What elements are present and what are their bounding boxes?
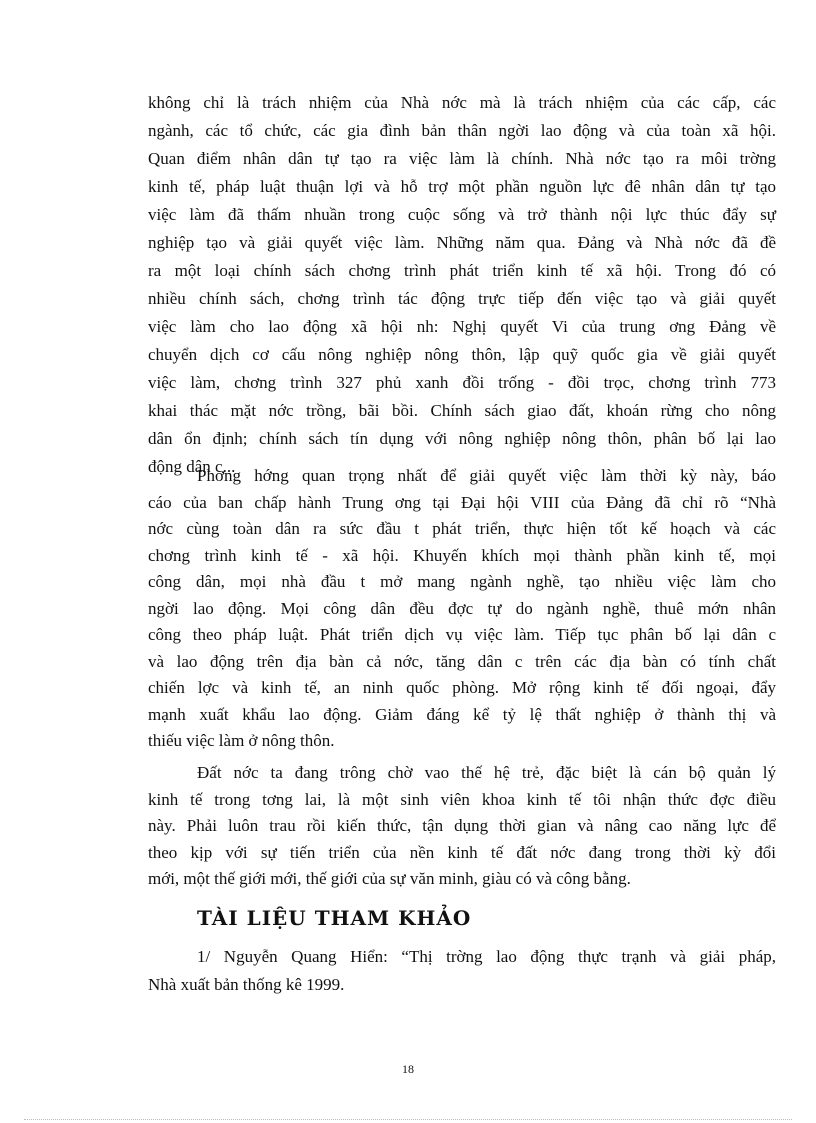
- text-line: việc làm đã thấm nhuần trong cuộc sống và trở thành nội lực thúc đẩy sự: [148, 205, 776, 224]
- text-line: dân ổn định; chính sách tín dụng với nông nghiệp nông thôn, phân bố lại lao: [148, 429, 776, 448]
- text-line: mới, một thế giới mới, thế giới của sự văn minh, giàu có và công bằng.: [148, 869, 631, 888]
- page-number: 18: [402, 1062, 414, 1076]
- text-line: khai thác mặt nớc trồng, bãi bồi. Chính sách giao đất, khoán rừng cho nông: [148, 401, 776, 420]
- text-line: kinh tế, pháp luật thuận lợi và hỗ trợ một phần nguồn lực đê nhân dân tự tạo: [148, 177, 776, 196]
- text-line: thiếu việc làm ở nông thôn.: [148, 731, 335, 750]
- text-line: nhiều chính sách, chơng trình tác động trực tiếp đến việc tạo và giải quyết: [148, 289, 776, 308]
- text-line: nớc cùng toàn dân ra sức đầu t phát triển, thực hiện tốt kế hoạch và các: [148, 519, 776, 538]
- text-line: chiến lợc và kinh tế, an ninh quốc phòng. Mở rộng kinh tế đối ngoại, đẩy: [148, 678, 776, 697]
- text-line: công dân, mọi nhà đầu t mở mang ngành nghề, tạo nhiều việc làm cho: [148, 572, 776, 591]
- text-line: chuyển dịch cơ cấu nông nghiệp nông thôn, lập quỹ quốc gia về giải quyết: [148, 345, 776, 364]
- text-line: không chỉ là trách nhiệm của Nhà nớc mà là trách nhiệm của các cấp, các: [148, 93, 776, 112]
- text-line: ngời lao động. Mọi công dân đều đợc tự do ngành nghề, thuê mớn nhân: [148, 598, 776, 618]
- text-line: nghiệp tạo và giải quyết việc làm. Những năm qua. Đảng và Nhà nớc đã đề: [148, 233, 776, 252]
- text-line: ra một loại chính sách chơng trình phát triển kinh tế xã hội. Trong đó có: [148, 261, 776, 280]
- text-line: động dân c...: [148, 457, 236, 476]
- text-line: và lao động trên địa bàn cả nớc, tăng dân c trên các địa bàn có tính chất: [148, 651, 776, 671]
- text-line: việc làm, chơng trình 327 phủ xanh đồi trống - đồi trọc, chơng trình 773: [148, 373, 776, 392]
- reference-item: [148, 943, 776, 999]
- text-line: công theo pháp luật. Phát triển dịch vụ việc làm. Tiếp tục phân bố lại dân c: [148, 625, 776, 644]
- text-line: kinh tế trong tơng lai, là một sinh viên khoa kinh tế tôi nhận thức đợc điều: [148, 789, 776, 809]
- paragraph-2: [148, 463, 776, 755]
- text-line: việc làm cho lao động xã hội nh: Nghị quyết Vi của trung ơng Đảng về: [148, 317, 776, 336]
- text-line: ngành, các tổ chức, các gia đình bản thân ngời lao động và của toàn xã hội.: [148, 121, 776, 140]
- text-line: theo kịp với sự tiến triển của nền kinh tế đất nớc đang trong thời kỳ đổi: [148, 842, 776, 862]
- text-line: Phơng hớng quan trọng nhất để giải quyết việc làm thời kỳ này, báo: [197, 466, 776, 485]
- page-bottom-divider: [24, 1119, 792, 1120]
- text-line: cáo của ban chấp hành Trung ơng tại Đại hội VIII của Đảng đã chỉ rõ “Nhà: [148, 492, 776, 512]
- text-line: 1/ Nguyễn Quang Hiển: “Thị trờng lao động thực trạnh và giải pháp,: [197, 947, 776, 966]
- references-heading: TÀI LIỆU THAM KHẢO: [197, 906, 472, 930]
- text-line: mạnh xuất khẩu lao động. Giảm đáng kể tỷ lệ thất nghiệp ở thành thị và: [148, 704, 776, 724]
- paragraph-3: [148, 760, 776, 893]
- text-line: chơng trình kinh tế - xã hội. Khuyến khích mọi thành phần kinh tế, mọi: [148, 545, 776, 565]
- text-line: Đất nớc ta đang trông chờ vao thế hệ trẻ, đặc biệt là cán bộ quản lý: [197, 763, 776, 782]
- text-line: Nhà xuất bản thống kê 1999.: [148, 975, 345, 994]
- paragraph-1: [148, 89, 776, 481]
- text-line: Quan điểm nhân dân tự tạo ra việc làm là chính. Nhà nớc tạo ra môi trờng: [148, 149, 776, 168]
- text-line: này. Phải luôn trau rồi kiến thức, tận dụng thời gian và nâng cao năng lực để: [148, 816, 776, 835]
